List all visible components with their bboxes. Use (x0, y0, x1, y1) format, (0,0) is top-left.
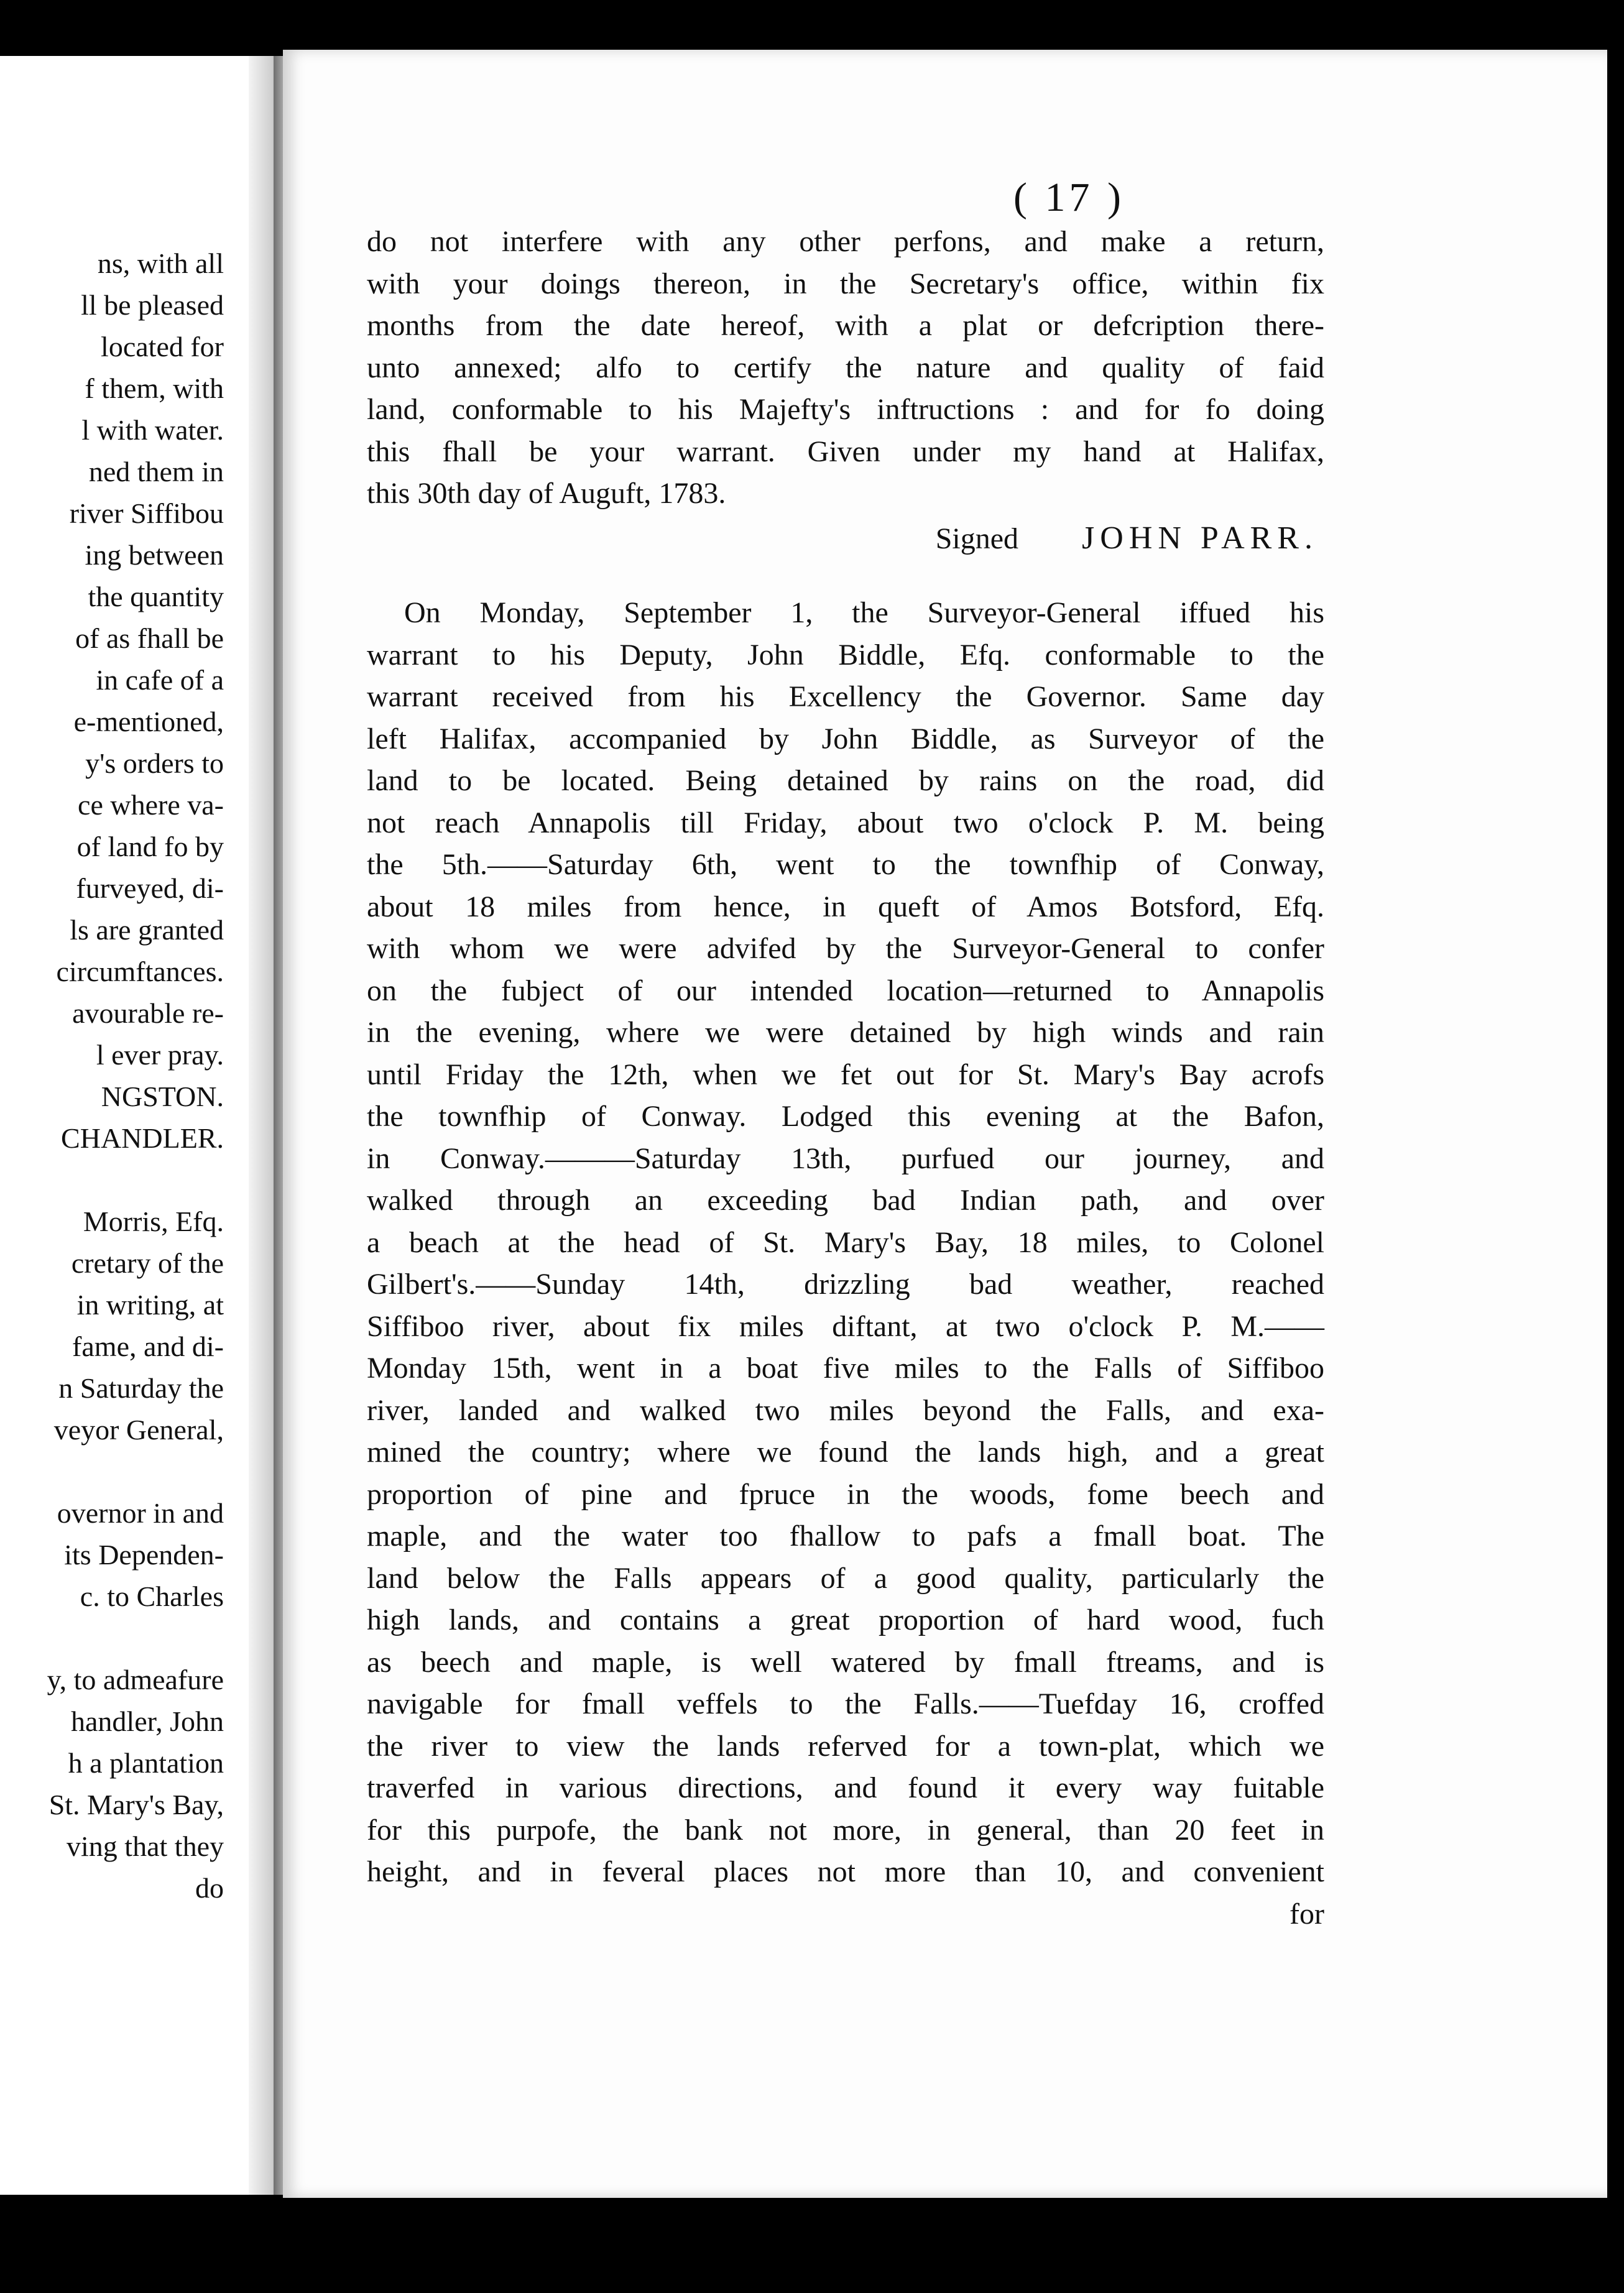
page-number: ( 17 ) (1013, 175, 1125, 220)
left-page-line: its Dependen- (64, 1539, 224, 1571)
left-page-line: ce where va- (78, 789, 224, 821)
journal-line: not reach Annapolis till Friday, about two o'clock P. M. being (367, 806, 1324, 839)
signature-line (367, 517, 1324, 560)
journal-line: river, landed and walked two miles beyond the Falls, and exa- (367, 1393, 1324, 1427)
left-page-line: cretary of the (71, 1247, 224, 1279)
left-page-line: St. Mary's Bay, (48, 1789, 224, 1820)
journal-line: maple, and the water too fhallow to pafs a fmall boat. The (367, 1520, 1324, 1553)
left-page-line: ls are granted (70, 914, 224, 946)
left-page-line: do (195, 1872, 224, 1904)
journal-line: as beech and maple, is well watered by fmall ftreams, and is (367, 1645, 1324, 1679)
journal-line: warrant received from his Excellency the Governor. Same day (367, 680, 1324, 713)
warrant-paragraph (367, 221, 1324, 515)
left-page-line: f them, with (85, 372, 224, 404)
warrant-line: this fhall be your warrant. Given under my hand at Halifax, (367, 435, 1324, 468)
journal-line: navigable for fmall veffels to the Falls.——Tuefday 16, croffed (367, 1687, 1324, 1720)
left-page-line: NGSTON. (101, 1081, 224, 1112)
journal-line: in the evening, where we were detained by high winds and rain (367, 1016, 1324, 1049)
left-page-line: h a plantation (68, 1747, 224, 1779)
journal-line: Siffiboo river, about fix miles diftant, at two o'clock P. M.—— (367, 1309, 1324, 1343)
left-page-line: the quantity (88, 581, 224, 612)
journal-line: the 5th.——Saturday 6th, went to the townfhip of Conway, (367, 848, 1324, 881)
left-page-line: ving that they (67, 1830, 224, 1862)
left-page-line (0, 1617, 224, 1659)
left-page-line: avourable re- (72, 997, 224, 1029)
left-page-line: l ever pray. (96, 1039, 224, 1071)
left-page-line: in writing, at (76, 1289, 224, 1321)
page-body (367, 221, 1324, 1935)
journal-line: warrant to his Deputy, John Biddle, Efq. conformable to the (367, 638, 1324, 671)
journal-line: Gilbert's.——Sunday 14th, drizzling bad weather, reached (367, 1268, 1324, 1301)
signer-name: JOHN PARR. (1082, 520, 1318, 556)
left-page-line: n Saturday the (58, 1372, 224, 1404)
left-facing-page (0, 56, 274, 2195)
left-page-line: l with water. (81, 414, 224, 446)
left-page-line: c. to Charles (80, 1580, 224, 1612)
journal-line: left Halifax, accompanied by John Biddle, as Surveyor of the (367, 722, 1324, 755)
left-page-line: y, to admeafure (47, 1664, 224, 1696)
journal-line: mined the country; where we found the lands high, and a great (367, 1436, 1324, 1469)
left-page-line: y's orders to (85, 747, 224, 779)
journal-line: the townfhip of Conway. Lodged this evening at the Bafon, (367, 1100, 1324, 1133)
catchword: for (1290, 1897, 1324, 1931)
journal-line: On Monday, September 1, the Surveyor-General iffued his (404, 596, 1324, 629)
left-page-line (0, 1451, 224, 1492)
left-page-line (0, 1159, 224, 1201)
journal-line: high lands, and contains a great proportion of hard wood, fuch (367, 1603, 1324, 1636)
left-page-line: ing between (85, 539, 224, 571)
left-page-line: veyor General, (53, 1414, 224, 1446)
left-page-line: ned them in (88, 456, 224, 487)
journal-line: traverfed in various directions, and found it every way fuitable (367, 1771, 1324, 1804)
journal-line: land below the Falls appears of a good quality, particularly the (367, 1561, 1324, 1595)
journal-line: for this purpofe, the bank not more, in general, than 20 feet in (367, 1813, 1324, 1847)
warrant-line: with your doings thereon, in the Secretary's office, within fix (367, 267, 1324, 300)
journal-line: land to be located. Being detained by rains on the road, did (367, 764, 1324, 797)
left-page-line: of land fo by (76, 831, 224, 862)
journal-line: Monday 15th, went in a boat five miles to the Falls of Siffiboo (367, 1352, 1324, 1385)
warrant-line: unto annexed; alfo to certify the nature and quality of faid (367, 351, 1324, 384)
journal-line: on the fubject of our intended location—returned to Annapolis (367, 974, 1324, 1007)
left-page-line: ns, with all (97, 247, 224, 279)
warrant-line: do not interfere with any other perfons, and make a return, (367, 225, 1324, 258)
left-page-line: e-mentioned, (73, 706, 224, 737)
journal-line: in Conway.———Saturday 13th, purfued our journey, and (367, 1142, 1324, 1175)
left-page-line: CHANDLER. (61, 1122, 224, 1154)
left-page-line: in cafe of a (96, 664, 224, 696)
left-page-line: overnor in and (57, 1497, 224, 1529)
left-page-line: located for (101, 331, 224, 362)
journal-line: a beach at the head of St. Mary's Bay, 18 miles, to Colonel (367, 1225, 1324, 1259)
left-page-line: ll be pleased (81, 289, 224, 321)
left-page-line: of as fhall be (75, 622, 224, 654)
journal-line: until Friday the 12th, when we fet out for St. Mary's Bay acrofs (367, 1058, 1324, 1091)
journal-line: proportion of pine and fpruce in the woods, fome beech and (367, 1477, 1324, 1511)
warrant-line: months from the date hereof, with a plat or defcription there- (367, 309, 1324, 342)
left-page-line: circumftances. (56, 956, 224, 987)
warrant-line: this 30th day of Auguft, 1783. (367, 477, 726, 510)
journal-line: walked through an exceeding bad Indian path, and over (367, 1184, 1324, 1217)
journal-line: height, and in feveral places not more than 10, and convenient (367, 1855, 1324, 1888)
signed-label: Signed (935, 522, 1019, 555)
left-page-text (0, 242, 224, 1909)
warrant-line: land, conformable to his Majefty's inftructions : and for fo doing (367, 393, 1324, 426)
journal-paragraph (367, 592, 1324, 1893)
journal-line: the river to view the lands referved for a town-plat, which we (367, 1729, 1324, 1763)
left-page-line: furveyed, di- (76, 872, 224, 904)
left-page-line: river Siffibou (69, 497, 224, 529)
left-page-line: Morris, Efq. (83, 1206, 224, 1237)
left-page-line: handler, John (71, 1705, 224, 1737)
journal-line: about 18 miles from hence, in queft of Amos Botsford, Efq. (367, 890, 1324, 923)
journal-line: with whom we were advifed by the Surveyor-General to confer (367, 932, 1324, 965)
left-page-line: fame, and di- (72, 1331, 224, 1362)
